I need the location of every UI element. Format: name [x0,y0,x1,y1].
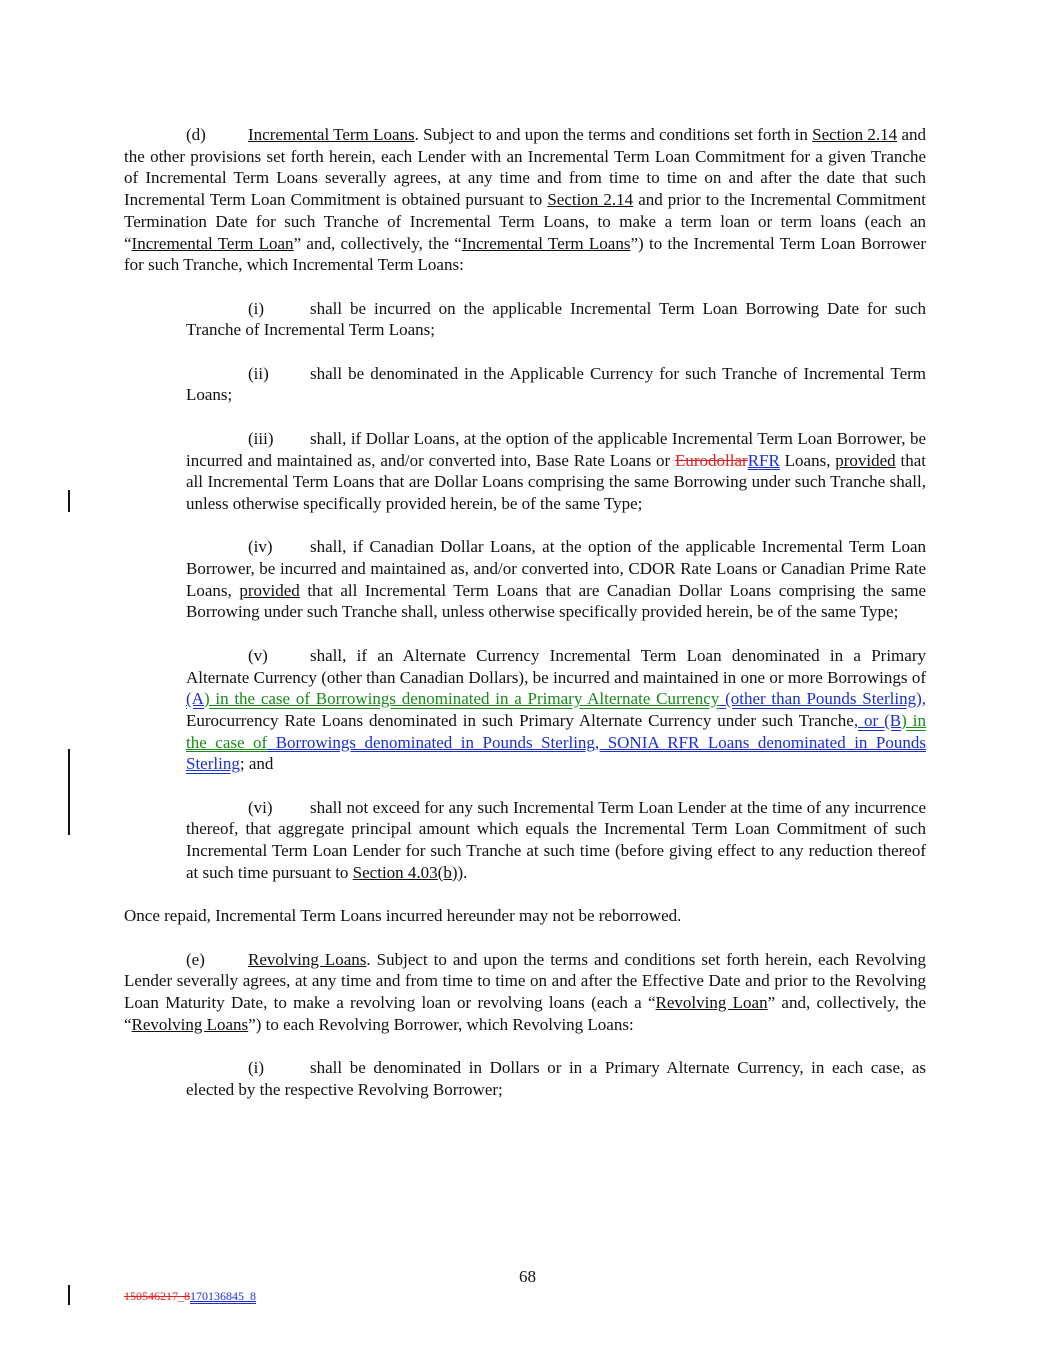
clause-label: (i) [248,1058,265,1078]
change-bar [68,1285,70,1305]
change-bar [68,749,70,835]
defined-term: Revolving Loans [131,1014,249,1034]
section-heading: Revolving Loans [248,949,367,969]
paragraph-e: (e) Revolving Loans. Subject to and upon the terms and conditions set forth herein, each Revolving Lender severally agrees, at any time and from time to time on and after the Effective Date and prior to the Revolving Loan Maturity Date, to make a revolving loan or revolving loans (each a “Revolving Loan” and, collectively, the “Revolving Loans”) to each Revolving Borrower, which Revolving Loans: [124,949,926,1034]
clause-label: (iv) [248,537,273,557]
page-number: 68 [519,1267,536,1286]
inserted-text: (A [186,689,204,709]
clause-label: (iii) [248,428,274,448]
clause-label: (v) [248,645,268,665]
defined-term: Incremental Term Loans [461,233,631,253]
inserted-text: , or (B [853,710,902,730]
change-bar [68,490,70,512]
inserted-text: (other than Pounds Sterling), [719,689,926,709]
clause-d-ii: (ii) shall be denominated in the Applicable Currency for such Tranche of Incremental Term Loans; [186,363,926,405]
deleted-doc-id: 150546217_8 [124,1289,190,1303]
paragraph-label: (d) [186,125,206,144]
once-repaid-sentence: Once repaid, Incremental Term Loans incurred hereunder may not be reborrowed. [124,906,682,926]
clause-d-iv: (iv) shall, if Canadian Dollar Loans, at the option of the applicable Incremental Term Loan Borrower, be incurred and maintained as, and/or converted into, CDOR Rate Loans or Canadian Prime Rate Loans, provided that all Incremental Term Loans that are Canadian Dollar Loans comprising the same Borrowing under such Tranche shall, unless otherwise specifically provided herein, be of the same Type; [186,537,926,622]
clause-label: (i) [248,298,265,318]
paragraph-d: (d) Incremental Term Loans. Subject to and upon the terms and conditions set forth in Section 2.14 and the other provisions set forth herein, each Lender with an Incremental Term Loan Commitment for a given Tranche of Incremental Term Loans severally agrees, at any time and from time to time on and after the date that such Incremental Term Loan Commitment is obtained pursuant to Section 2.14 and prior to the Incremental Commitment Termination Date for such Tranche of Incremental Term Loans, to make a term loan or term loans (each an “Incremental Term Loan” and, collectively, the “Incremental Term Loans”) to the Incremental Term Loan Borrower for such Tranche, which Incremental Term Loans: [124,125,927,275]
inserted-text: ) in the case of Borrowings denominated in a Primary Alternate Currency [203,689,720,709]
inserted-text: Borrowings denominated in Pounds Sterling, SONIA RFR Loans denominated in Pounds Sterling [186,732,926,774]
clause-d-v: (v) shall, if an Alternate Currency Incremental Term Loan denominated in a Primary Alternate Currency (other than Canadian Dollars), be incurred and maintained in one or more Borrowings of (A) in the case of Borrowings denominated in a Primary Alternate Currency (other than Pounds Sterling), Eurocurrency Rate Loans denominated in such Primary Alternate Currency under such Tranche, or (B) in the case of Borrowings denominated in Pounds Sterling, SONIA RFR Loans denominated in Pounds Sterling; and [186,645,926,774]
section-reference: Section 2.14 [547,190,634,210]
clause-e-i: (i) shall be denominated in Dollars or in a Primary Alternate Currency, in each case, as elected by the respective Revolving Borrower; [186,1058,926,1099]
document-id [124,1289,256,1304]
inserted-doc-id: 170136845_8 [190,1289,256,1303]
defined-term: Incremental Term Loan [131,233,294,253]
clause-label: (ii) [248,363,269,383]
section-reference: Section 2.14 [812,125,898,144]
provided-term: provided [835,450,896,470]
deleted-text: Eurodollar [675,450,748,470]
clause-d-i: (i) shall be incurred on the applicable Incremental Term Loan Borrowing Date for such Tranche of Incremental Term Loans; [186,298,926,340]
section-reference: Section 4.03(b) [352,862,458,882]
provided-term: provided [239,580,300,600]
section-heading: Incremental Term Loans [248,125,415,144]
clause-d-vi: (vi) shall not exceed for any such Incremental Term Loan Lender at the time of any incurrence thereof, that aggregate principal amount which equals the Incremental Term Loan Commitment of such Incremental Term Loan Lender for such Tranche at such time (before giving effect to any reduction thereof at such time pursuant to Section 4.03(b)). [186,797,926,882]
clause-label: (vi) [248,797,273,817]
document-page [124,124,926,1101]
inserted-text: RFR [747,450,780,470]
defined-term: Revolving Loan [655,993,768,1012]
clause-d-iii: (iii) shall, if Dollar Loans, at the option of the applicable Incremental Term Loan Borrower, be incurred and maintained as, and/or converted into, Base Rate Loans or EurodollarRFR Loans, provided that all Incremental Term Loans that are Dollar Loans comprising the same Borrowing under such Tranche shall, unless otherwise specifically provided herein, be of the same Type; [186,428,926,513]
paragraph-label: (e) [186,949,205,969]
inserted-text: ) in the case of [186,710,926,752]
